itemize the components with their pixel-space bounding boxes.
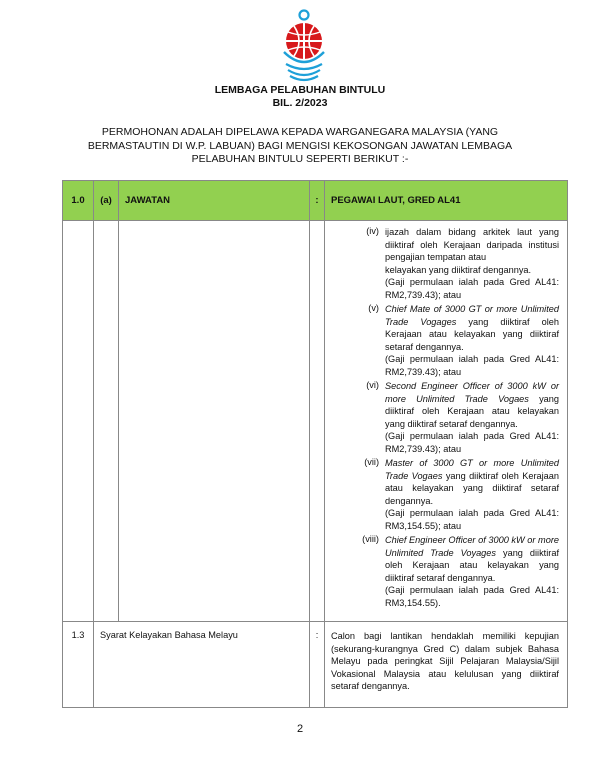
qualification-text: [385, 457, 559, 532]
qualification-item: [331, 303, 559, 378]
syarat-row: [63, 622, 568, 708]
bulletin-number: BIL. 2/2023: [272, 97, 328, 109]
qualification-text: [385, 226, 559, 301]
qualification-item: [331, 226, 559, 301]
qualification-line: Master of 3000 GT or more Unlimited Trade Vogaes yang diiktiraf oleh Kerajaan atau kelayakan yang diiktiraf setaraf dengannya.: [385, 458, 559, 506]
qualification-number: (vi): [366, 380, 379, 390]
qualification-item: [331, 457, 559, 532]
subsection-label: (a): [94, 181, 119, 221]
qualification-line: Chief Engineer Officer of 3000 kW or more Unlimited Trade Voyages yang diiktiraf oleh Kerajaan atau kelayakan yang diiktiraf setaraf dengannya.: [385, 535, 559, 583]
qualification-text: [385, 380, 559, 455]
qualification-item: [331, 534, 559, 609]
qualification-title: Master of 3000 GT or more Unlimited Trade Vogaes: [385, 458, 559, 481]
qualification-number: (iv): [366, 226, 379, 236]
syarat-label: Syarat Kelayakan Bahasa Melayu: [94, 622, 310, 708]
qualification-title: Chief Engineer Officer of 3000 kW or more Unlimited Trade Voyages: [385, 535, 559, 558]
qualification-number: (vii): [364, 457, 379, 467]
colon: :: [310, 181, 325, 221]
section-number: 1.0: [63, 181, 94, 221]
position-title: PEGAWAI LAUT, GRED AL41: [325, 181, 568, 221]
qualification-line: kelayakan yang diiktiraf dengannya.: [385, 264, 532, 275]
qualification-line: (Gaji permulaan ialah pada Gred AL41: RM2,739.43); atau: [385, 277, 559, 300]
organization-name: LEMBAGA PELABUHAN BINTULU: [214, 84, 386, 96]
qualification-line: (Gaji permulaan ialah pada Gred AL41: RM3,154.55); atau: [385, 508, 559, 531]
jawatan-label: JAWATAN: [119, 181, 310, 221]
page-number: 2: [296, 723, 304, 735]
qualification-title: Second Engineer Officer of 3000 kW or more Unlimited Trade Vogaes: [385, 381, 559, 404]
syarat-text: Calon bagi lantikan hendaklah memiliki kepujian (sekurang-kurangnya Gred C) dalam subjek Bahasa Melayu pada peringkat Sijil Pelajaran Malaysia/Sijil Vokasional Malaysia atau kelulusan yang diiktiraf setaraf dengannya.: [325, 622, 568, 708]
vacancy-table: [62, 180, 568, 708]
qualification-line: (Gaji permulaan ialah pada Gred AL41: RM2,739.43); atau: [385, 431, 559, 454]
qualification-line: (Gaji permulaan ialah pada Gred AL41: RM2,739.43); atau: [385, 354, 559, 377]
qualification-line: Chief Mate of 3000 GT or more Unlimited Trade Vogages yang diiktiraf oleh Kerajaan atau kelayakan yang diiktiraf setaraf dengannya.: [385, 304, 559, 352]
intro-text: PERMOHONAN ADALAH DIPELAWA KEPADA WARGANEGARA MALAYSIA (YANG BERMASTAUTIN DI W.P. LABUAN) BAGI MENGISI KEKOSONGAN JAWATAN LEMBAGA PELABUHAN BINTULU SEPERTI BERIKUT :-: [87, 126, 513, 165]
port-authority-logo: [280, 8, 328, 84]
qualification-text: [385, 534, 559, 609]
qualification-number: (viii): [362, 534, 379, 544]
qualification-number: (v): [368, 303, 379, 313]
qualification-item: [331, 380, 559, 455]
qualification-line: (Gaji permulaan ialah pada Gred AL41: RM3,154.55).: [385, 585, 559, 608]
qualification-line: ijazah dalam bidang arkitek laut yang diiktiraf oleh Kerajaan daripada institusi pengajian tempatan atau: [385, 227, 559, 262]
qualifications-row: [63, 221, 568, 622]
syarat-colon: :: [310, 622, 325, 708]
qualification-title: Chief Mate of 3000 GT or more Unlimited Trade Vogages: [385, 304, 559, 327]
qualification-text: [385, 303, 559, 378]
syarat-number: 1.3: [63, 622, 94, 708]
table-header-row: [63, 181, 568, 221]
qualification-line: Second Engineer Officer of 3000 kW or more Unlimited Trade Vogaes yang diiktiraf oleh Kerajaan atau kelayakan yang diiktiraf setaraf dengannya.: [385, 381, 559, 429]
qualification-list: [331, 221, 559, 621]
